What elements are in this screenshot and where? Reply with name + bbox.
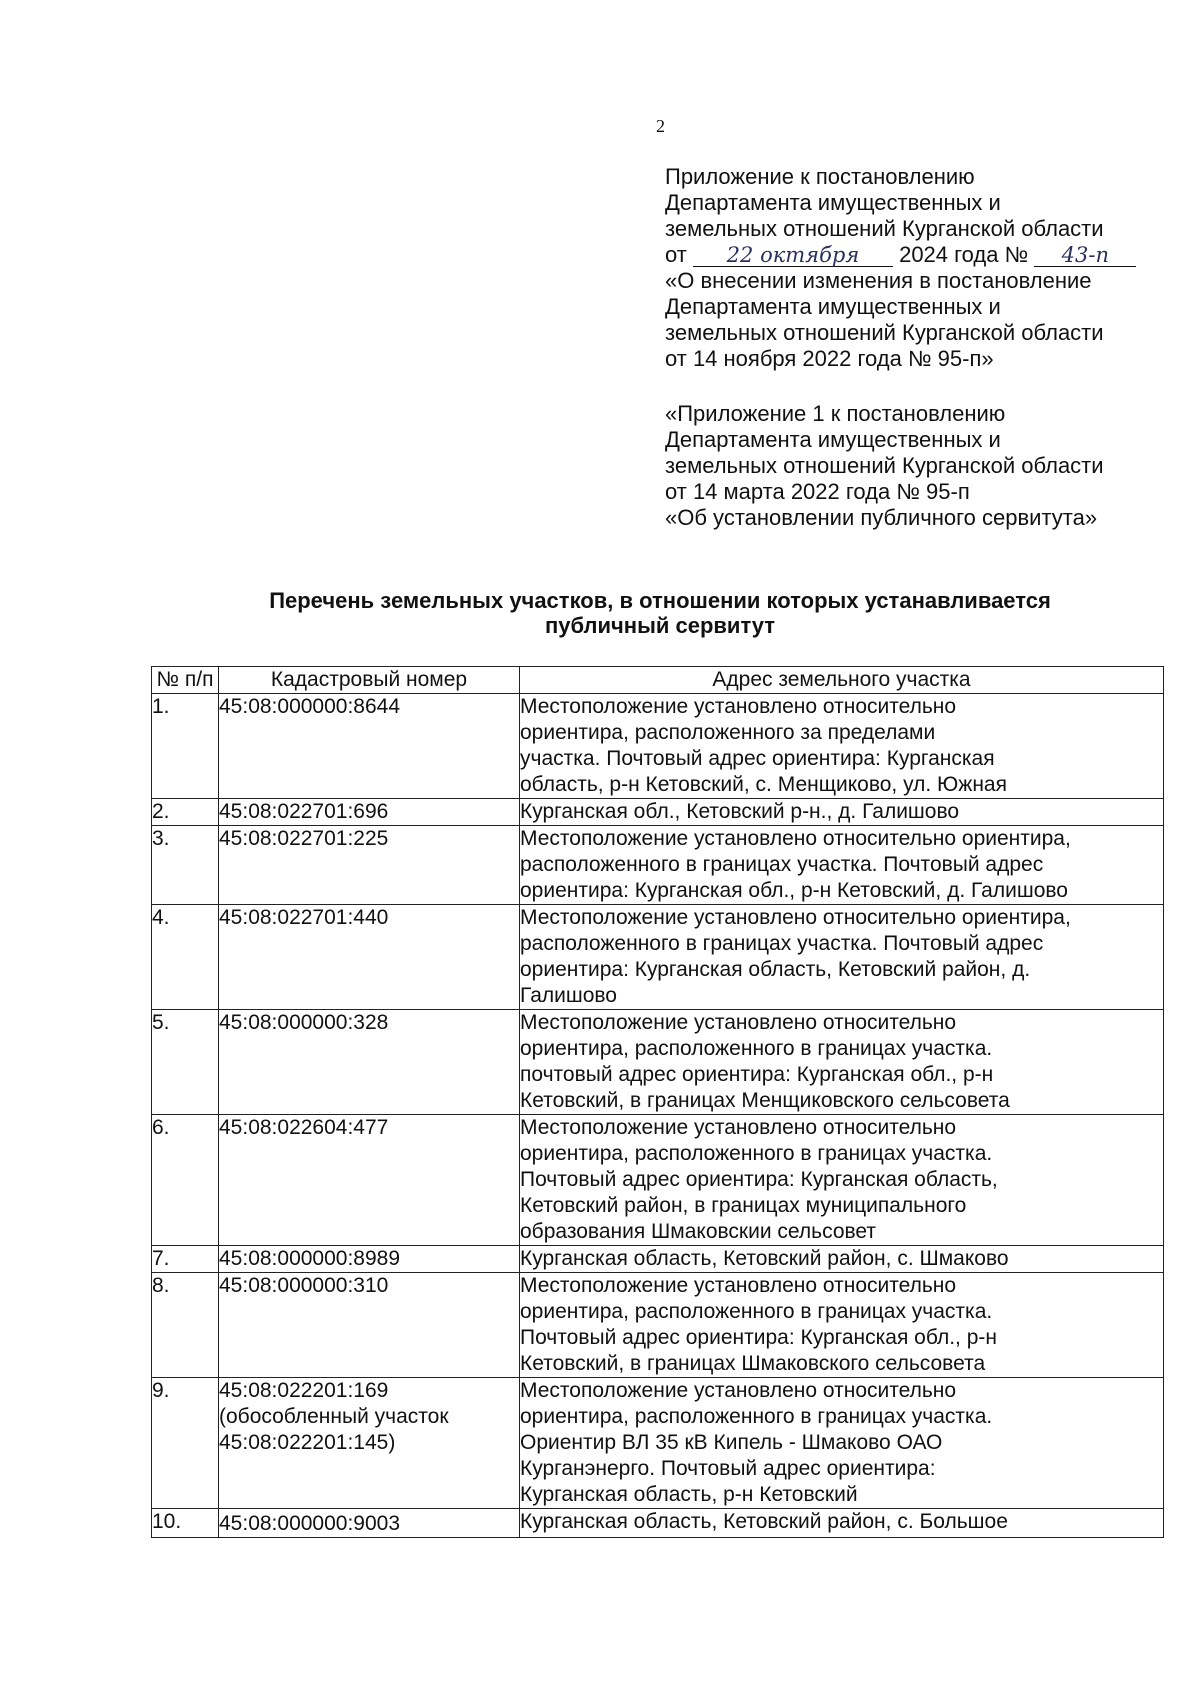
- row-num: 1.: [152, 694, 219, 799]
- table-row: [152, 694, 1164, 799]
- address-line: Ориентир ВЛ 35 кВ Кипель - Шмаково ОАО: [520, 1431, 943, 1454]
- address-line: образования Шмаковскии сельсовет: [520, 1220, 877, 1243]
- address-line: Местоположение установлено относительно: [520, 695, 957, 718]
- row-cadastral: [219, 1115, 520, 1246]
- address-line: Местоположение установлено относительно: [520, 1116, 957, 1139]
- row-address: [520, 826, 1164, 905]
- row-cadastral: [219, 1273, 520, 1378]
- page-number: 2: [656, 116, 665, 136]
- table-row: [152, 1378, 1164, 1509]
- appendix-date-line: [665, 242, 1185, 268]
- address-line: Местоположение установлено относительно: [520, 1379, 957, 1402]
- appendix-line: Департамента имущественных и: [665, 427, 1001, 452]
- address-line: Курганская область, р-н Кетовский: [520, 1483, 858, 1506]
- cadastral-line: 45:08:000000:328: [219, 1011, 389, 1034]
- cadastral-line: 45:08:000000:8644: [219, 695, 401, 718]
- row-cadastral: [219, 905, 520, 1010]
- row-cadastral: [219, 799, 520, 826]
- row-address: [520, 694, 1164, 799]
- address-line: Местоположение установлено относительно ориентира,: [520, 827, 1071, 850]
- header-num: № п/п: [152, 667, 219, 694]
- address-line: Кетовский, в границах Шмаковского сельсовета: [520, 1352, 986, 1375]
- cadastral-line: 45:08:000000:310: [219, 1274, 389, 1297]
- handwritten-number: 43-п: [1034, 244, 1136, 267]
- row-cadastral: [219, 1509, 520, 1538]
- address-line: Местоположение установлено относительно: [520, 1274, 957, 1297]
- address-line: почтовый адрес ориентира: Курганская обл., р-н: [520, 1063, 994, 1086]
- appendix-line: Департамента имущественных и: [665, 294, 1001, 319]
- list-title: [150, 588, 1170, 638]
- cadastral-line: 45:08:022201:169: [219, 1379, 389, 1402]
- address-line: Курганская обл., Кетовский р-н., д. Галишово: [520, 800, 960, 823]
- row-num: 5.: [152, 1010, 219, 1115]
- address-line: расположенного в границах участка. Почтовый адрес: [520, 932, 1044, 955]
- table-row: [152, 905, 1164, 1010]
- row-num: 8.: [152, 1273, 219, 1378]
- row-num: 10.: [152, 1509, 219, 1538]
- address-line: Курганская область, Кетовский район, с. Большое: [520, 1510, 1008, 1533]
- year-text: 2024 года №: [899, 242, 1029, 267]
- row-cadastral: [219, 1378, 520, 1509]
- table-row: [152, 826, 1164, 905]
- cadastral-line: 45:08:022701:696: [219, 800, 389, 823]
- list-title-line: публичный сервитут: [544, 613, 776, 638]
- table-row: [152, 1010, 1164, 1115]
- row-address: [520, 799, 1164, 826]
- date-prefix: от: [665, 242, 687, 267]
- header-cadastral: Кадастровый номер: [219, 667, 520, 694]
- list-title-line: Перечень земельных участков, в отношении которых устанавливается: [269, 588, 1051, 613]
- appendix-line: от 14 ноября 2022 года № 95-п»: [665, 346, 994, 371]
- cadastral-line: 45:08:000000:9003: [219, 1512, 401, 1535]
- address-line: Галишово: [520, 984, 617, 1007]
- row-cadastral: [219, 1246, 520, 1273]
- address-line: Курганэнерго. Почтовый адрес ориентира:: [520, 1457, 936, 1480]
- table-header-row: [152, 667, 1164, 694]
- address-line: Почтовый адрес ориентира: Курганская область,: [520, 1168, 998, 1191]
- address-line: ориентира: Курганская область, Кетовский район, д.: [520, 958, 1031, 981]
- address-line: ориентира: Курганская обл., р-н Кетовский, д. Галишово: [520, 879, 1068, 902]
- row-address: [520, 1378, 1164, 1509]
- address-line: ориентира, расположенного в границах участка.: [520, 1405, 993, 1428]
- row-cadastral: [219, 826, 520, 905]
- row-address: [520, 905, 1164, 1010]
- cadastral-line: 45:08:000000:8989: [219, 1247, 401, 1270]
- appendix-line: Департамента имущественных и: [665, 190, 1001, 215]
- appendix-line: Приложение к постановлению: [665, 164, 975, 189]
- appendix-line: «Об установлении публичного сервитута»: [665, 505, 1098, 530]
- row-address: [520, 1115, 1164, 1246]
- address-line: ориентира, расположенного в границах участка.: [520, 1300, 993, 1323]
- row-num: 7.: [152, 1246, 219, 1273]
- address-line: расположенного в границах участка. Почтовый адрес: [520, 853, 1044, 876]
- address-line: Кетовский район, в границах муниципального: [520, 1194, 967, 1217]
- address-line: Местоположение установлено относительно: [520, 1011, 957, 1034]
- row-cadastral: [219, 694, 520, 799]
- row-num: 4.: [152, 905, 219, 1010]
- cadastral-line: 45:08:022604:477: [219, 1116, 389, 1139]
- appendix-original-header: [665, 401, 1185, 531]
- row-address: [520, 1010, 1164, 1115]
- row-num: 3.: [152, 826, 219, 905]
- appendix-line: от 14 марта 2022 года № 95-п: [665, 479, 970, 504]
- cadastral-line: 45:08:022201:145): [219, 1431, 396, 1454]
- table-row: [152, 1115, 1164, 1246]
- address-line: ориентира, расположенного за пределами: [520, 721, 936, 744]
- address-line: Кетовский, в границах Менщиковского сельсовета: [520, 1089, 1010, 1112]
- row-num: 6.: [152, 1115, 219, 1246]
- address-line: ориентира, расположенного в границах участка.: [520, 1142, 993, 1165]
- header-address: Адрес земельного участка: [520, 667, 1164, 694]
- appendix-line: земельных отношений Курганской области: [665, 320, 1104, 345]
- table-row: [152, 1273, 1164, 1378]
- address-line: Почтовый адрес ориентира: Курганская обл., р-н: [520, 1326, 997, 1349]
- parcels-table: [151, 666, 1164, 1538]
- row-num: 2.: [152, 799, 219, 826]
- cadastral-line: 45:08:022701:440: [219, 906, 389, 929]
- appendix-current-header: [665, 164, 1185, 372]
- address-line: Курганская область, Кетовский район, с. Шмаково: [520, 1247, 1009, 1270]
- row-address: [520, 1246, 1164, 1273]
- row-cadastral: [219, 1010, 520, 1115]
- row-address: [520, 1509, 1164, 1538]
- appendix-line: земельных отношений Курганской области: [665, 453, 1104, 478]
- cadastral-line: (обособленный участок: [219, 1405, 449, 1428]
- table-row: [152, 799, 1164, 826]
- cadastral-line: 45:08:022701:225: [219, 827, 389, 850]
- address-line: Местоположение установлено относительно ориентира,: [520, 906, 1071, 929]
- handwritten-date: 22 октября: [693, 244, 893, 267]
- appendix-line: «Приложение 1 к постановлению: [665, 401, 1006, 426]
- address-line: область, р-н Кетовский, с. Менщиково, ул. Южная: [520, 773, 1007, 796]
- appendix-line: земельных отношений Курганской области: [665, 216, 1104, 241]
- row-address: [520, 1273, 1164, 1378]
- address-line: ориентира, расположенного в границах участка.: [520, 1037, 993, 1060]
- address-line: участка. Почтовый адрес ориентира: Курганская: [520, 747, 995, 770]
- row-num: 9.: [152, 1378, 219, 1509]
- table-row: [152, 1246, 1164, 1273]
- table-row: [152, 1509, 1164, 1538]
- appendix-line: «О внесении изменения в постановление: [665, 268, 1092, 293]
